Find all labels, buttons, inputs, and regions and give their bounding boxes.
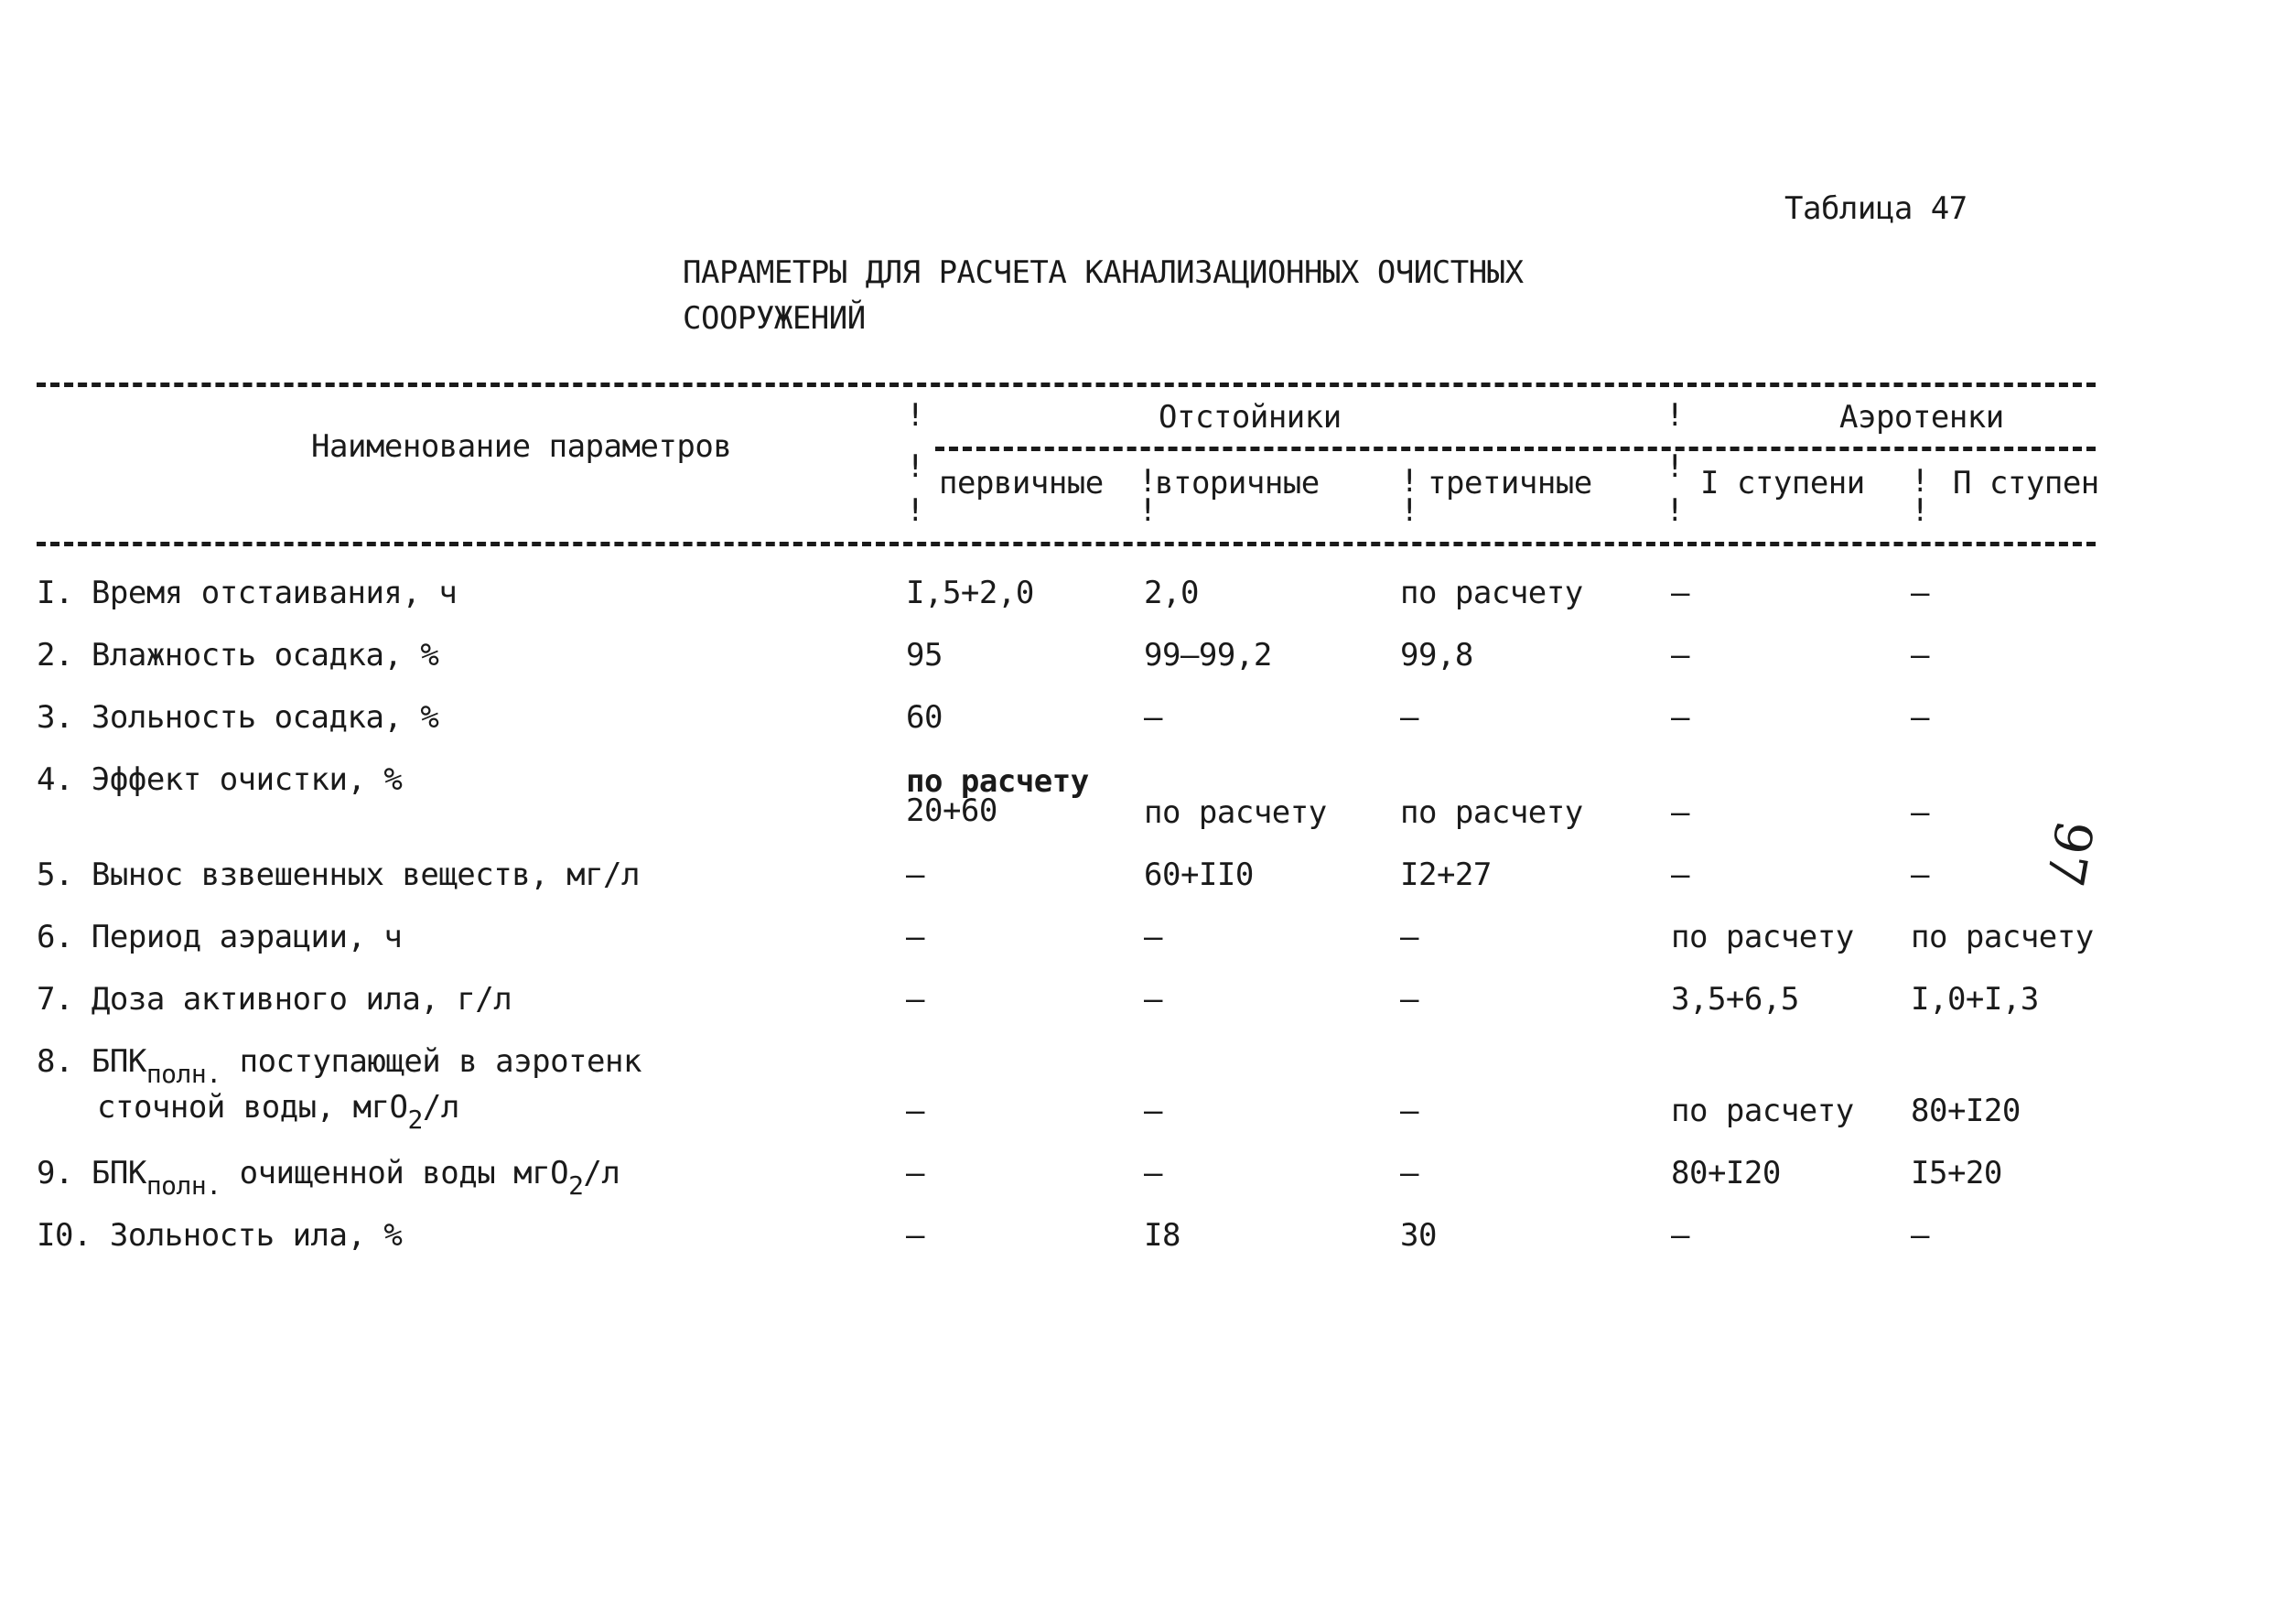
cell-tretichnye: – xyxy=(1400,1155,1418,1191)
cell-stage2: 80+I20 xyxy=(1911,1093,2021,1129)
cell-stage1: – xyxy=(1671,857,1689,893)
cell-tretichnye: по расчету xyxy=(1400,794,1583,831)
separator-mark: ! xyxy=(1665,492,1685,529)
cell-vtorichnye: – xyxy=(1144,919,1162,955)
cell-pervichnye: – xyxy=(906,857,924,893)
cell-vtorichnye: по расчету xyxy=(1144,794,1327,831)
cell-stage1: 3,5+6,5 xyxy=(1671,981,1799,1018)
separator-mark: ! xyxy=(906,448,925,485)
row-name: 5. Вынос взвешенных веществ, мг/л xyxy=(37,857,641,893)
separator-mark: ! xyxy=(1138,463,1158,500)
cell-stage2: – xyxy=(1911,575,1929,611)
cell-stage1: – xyxy=(1671,794,1689,831)
header-name-col: Наименование параметров xyxy=(311,428,732,465)
cell-tretichnye: по расчету xyxy=(1400,575,1583,611)
separator-mark: ! xyxy=(1665,397,1685,434)
separator-mark: ! xyxy=(1665,448,1685,485)
cell-tretichnye: I2+27 xyxy=(1400,857,1492,893)
row-name: I. Время отстаивания, ч xyxy=(37,575,458,611)
cell-stage2: – xyxy=(1911,794,1929,831)
cell-tretichnye: – xyxy=(1400,919,1418,955)
row-name: 2. Влажность осадка, % xyxy=(37,637,439,674)
cell-tretichnye: 30 xyxy=(1400,1217,1437,1254)
table-top-rule xyxy=(37,383,2096,387)
cell-stage2: по расчету xyxy=(1911,919,2094,955)
cell-vtorichnye: – xyxy=(1144,699,1162,736)
separator-mark: ! xyxy=(1138,492,1158,529)
page-number: 97 xyxy=(2033,815,2104,891)
cell-stage1: 80+I20 xyxy=(1671,1155,1781,1191)
cell-stage2: – xyxy=(1911,857,1929,893)
header-group-otstoyniki: Отстойники xyxy=(1159,399,1342,436)
cell-vtorichnye: – xyxy=(1144,1155,1162,1191)
header-sub-tretichnye: третичные xyxy=(1428,465,1592,501)
separator-mark: ! xyxy=(1911,492,1930,529)
header-group-aerotenki: Аэротенки xyxy=(1839,399,2004,436)
cell-pervichnye: – xyxy=(906,919,924,955)
table-label: Таблица 47 xyxy=(1784,190,1967,227)
row-name: 9. $БПК_{полн.}$ очищенной воды мгО$_2$/л xyxy=(37,1155,620,1201)
cell-stage1: – xyxy=(1671,575,1689,611)
cell-pervichnye: 20+60 xyxy=(906,792,997,829)
header-sub-pervichnye: первичные xyxy=(939,465,1104,501)
cell-pervichnye: 60 xyxy=(906,699,943,736)
cell-pervichnye-note: по расчету xyxy=(906,763,1089,800)
cell-vtorichnye: – xyxy=(1144,1093,1162,1129)
separator-mark: ! xyxy=(906,492,925,529)
header-sub-vtorichnye: вторичные xyxy=(1155,465,1320,501)
cell-vtorichnye: 2,0 xyxy=(1144,575,1199,611)
group-underline-rule xyxy=(935,447,2096,451)
cell-stage1: – xyxy=(1671,637,1689,674)
cell-stage1: по расчету xyxy=(1671,1093,1854,1129)
cell-vtorichnye: — xyxy=(1144,981,1162,1018)
cell-pervichnye: – xyxy=(906,1093,924,1129)
row-name: I0. Зольность ила, % xyxy=(37,1217,403,1254)
row-name: 4. Эффект очистки, % xyxy=(37,761,403,798)
cell-stage1: – xyxy=(1671,1217,1689,1254)
table-title-line2: СООРУЖЕНИЙ xyxy=(683,300,866,337)
cell-tretichnye: – xyxy=(1400,1093,1418,1129)
header-sub-stage1: I ступени xyxy=(1700,465,1865,501)
separator-mark: ! xyxy=(1400,492,1419,529)
cell-stage2: I5+20 xyxy=(1911,1155,2002,1191)
separator-mark: ! xyxy=(906,397,925,434)
cell-vtorichnye: 99–99,2 xyxy=(1144,637,1272,674)
cell-stage2: – xyxy=(1911,699,1929,736)
cell-tretichnye: – xyxy=(1400,699,1418,736)
cell-tretichnye: 99,8 xyxy=(1400,637,1473,674)
row-name: 7. Доза активного ила, г/л xyxy=(37,981,512,1018)
cell-pervichnye: I,5+2,0 xyxy=(906,575,1034,611)
cell-stage1: по расчету xyxy=(1671,919,1854,955)
cell-pervichnye: – xyxy=(906,981,924,1018)
row-name: 6. Период аэрации, ч xyxy=(37,919,403,955)
cell-stage2: – xyxy=(1911,637,1929,674)
header-sub-stage2: П ступен xyxy=(1953,465,2099,501)
cell-stage2: – xyxy=(1911,1217,1929,1254)
cell-vtorichnye: I8 xyxy=(1144,1217,1180,1254)
header-bottom-rule xyxy=(37,542,2096,546)
row-name: 3. Зольность осадка, % xyxy=(37,699,439,736)
cell-pervichnye: – xyxy=(906,1217,924,1254)
table-title-line1: ПАРАМЕТРЫ ДЛЯ РАСЧЕТА КАНАЛИЗАЦИОННЫХ ОЧИСТНЫХ xyxy=(683,254,1524,291)
separator-mark: ! xyxy=(1911,463,1930,500)
row-name-continuation: сточной воды, мгО$_2$/л xyxy=(97,1089,459,1135)
separator-mark: ! xyxy=(1400,463,1419,500)
cell-tretichnye: – xyxy=(1400,981,1418,1018)
cell-stage2: I,0+I,3 xyxy=(1911,981,2039,1018)
cell-pervichnye: – xyxy=(906,1155,924,1191)
cell-stage1: – xyxy=(1671,699,1689,736)
cell-pervichnye: 95 xyxy=(906,637,943,674)
row-name: 8. $БПК_{полн.}$ поступающей в аэротенк xyxy=(37,1043,641,1089)
cell-vtorichnye: 60+II0 xyxy=(1144,857,1254,893)
